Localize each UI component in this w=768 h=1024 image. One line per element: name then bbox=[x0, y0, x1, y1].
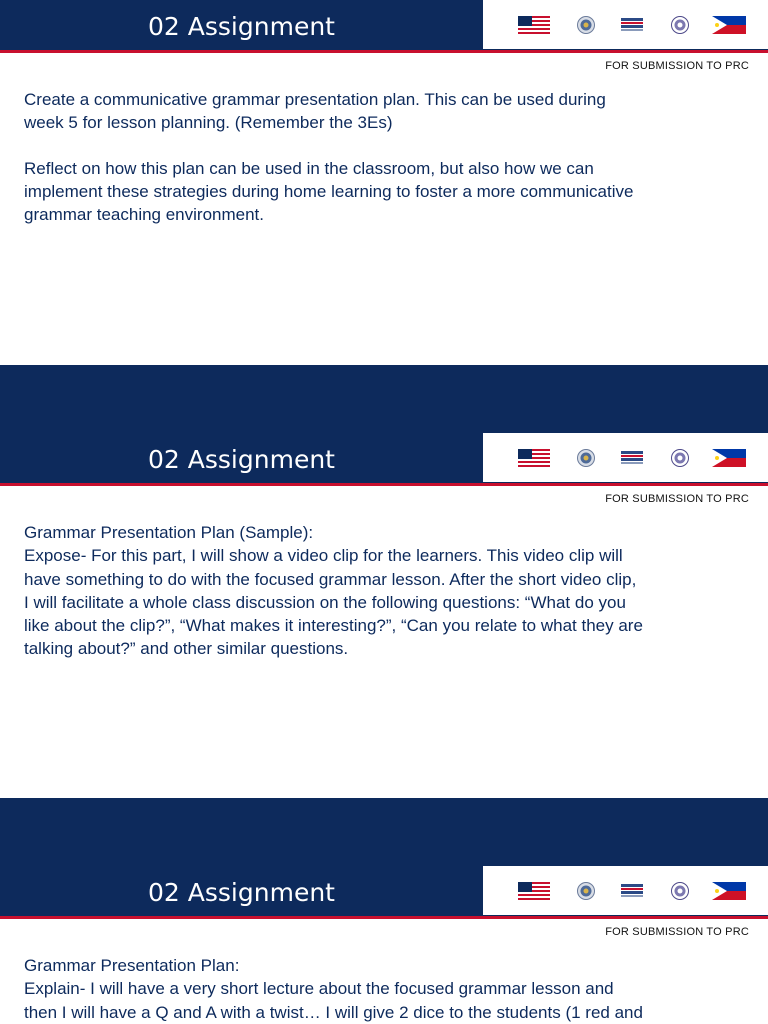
program-logo-icon bbox=[620, 882, 644, 900]
slide-subtitle: FOR SUBMISSION TO PRC bbox=[605, 493, 749, 505]
slide-subtitle: FOR SUBMISSION TO PRC bbox=[605, 926, 749, 938]
slide-paragraph: Grammar Presentation Plan: Explain- I will have a very short lecture about the focused grammar lesson and then I will have a Q and A with a twist… I will give 2 dice to the students (1 red and bbox=[24, 956, 643, 1022]
logo-strip bbox=[483, 866, 768, 915]
us-flag-icon bbox=[518, 16, 550, 34]
header-red-line bbox=[0, 50, 768, 53]
us-embassy-seal-icon bbox=[577, 449, 595, 467]
logo-strip bbox=[483, 0, 768, 49]
slide-paragraph: Create a communicative grammar presentation plan. This can be used during week 5 for lesson planning. (Remember the 3Es) bbox=[24, 90, 606, 133]
us-flag-icon bbox=[518, 449, 550, 467]
slide-title: 02 Assignment bbox=[148, 445, 335, 474]
slide-subtitle: FOR SUBMISSION TO PRC bbox=[605, 60, 749, 72]
deped-seal-icon bbox=[671, 449, 689, 467]
slide-2 bbox=[0, 433, 768, 798]
slide-body bbox=[24, 954, 744, 1024]
program-logo-icon bbox=[620, 16, 644, 34]
deped-seal-icon bbox=[671, 882, 689, 900]
us-embassy-seal-icon bbox=[577, 882, 595, 900]
slide-gap bbox=[0, 798, 768, 866]
header-red-line bbox=[0, 483, 768, 486]
slide-gap bbox=[0, 365, 768, 433]
logo-strip bbox=[483, 433, 768, 482]
slide-title: 02 Assignment bbox=[148, 878, 335, 907]
slide-paragraph: Grammar Presentation Plan (Sample): Expose- For this part, I will show a video clip for the learners. This video clip will have something to do with the focused grammar lesson. After the short video clip, I will facilitate a whole class discussion on the following questions: “What do you like about the clip?”, “What makes it interesting?”, “Can you relate to what they are talking about?” and other similar questions. bbox=[24, 523, 643, 659]
slide-3 bbox=[0, 866, 768, 1024]
philippine-flag-icon bbox=[712, 449, 746, 467]
slide-title: 02 Assignment bbox=[148, 12, 335, 41]
slide-1 bbox=[0, 0, 768, 365]
philippine-flag-icon bbox=[712, 882, 746, 900]
deped-seal-icon bbox=[671, 16, 689, 34]
us-embassy-seal-icon bbox=[577, 16, 595, 34]
us-flag-icon bbox=[518, 882, 550, 900]
philippine-flag-icon bbox=[712, 16, 746, 34]
slide-body bbox=[24, 521, 744, 661]
slide-body bbox=[24, 88, 744, 226]
slide-paragraph: Reflect on how this plan can be used in the classroom, but also how we can implement these strategies during home learning to foster a more communicative grammar teaching environment. bbox=[24, 158, 634, 225]
header-red-line bbox=[0, 916, 768, 919]
program-logo-icon bbox=[620, 449, 644, 467]
